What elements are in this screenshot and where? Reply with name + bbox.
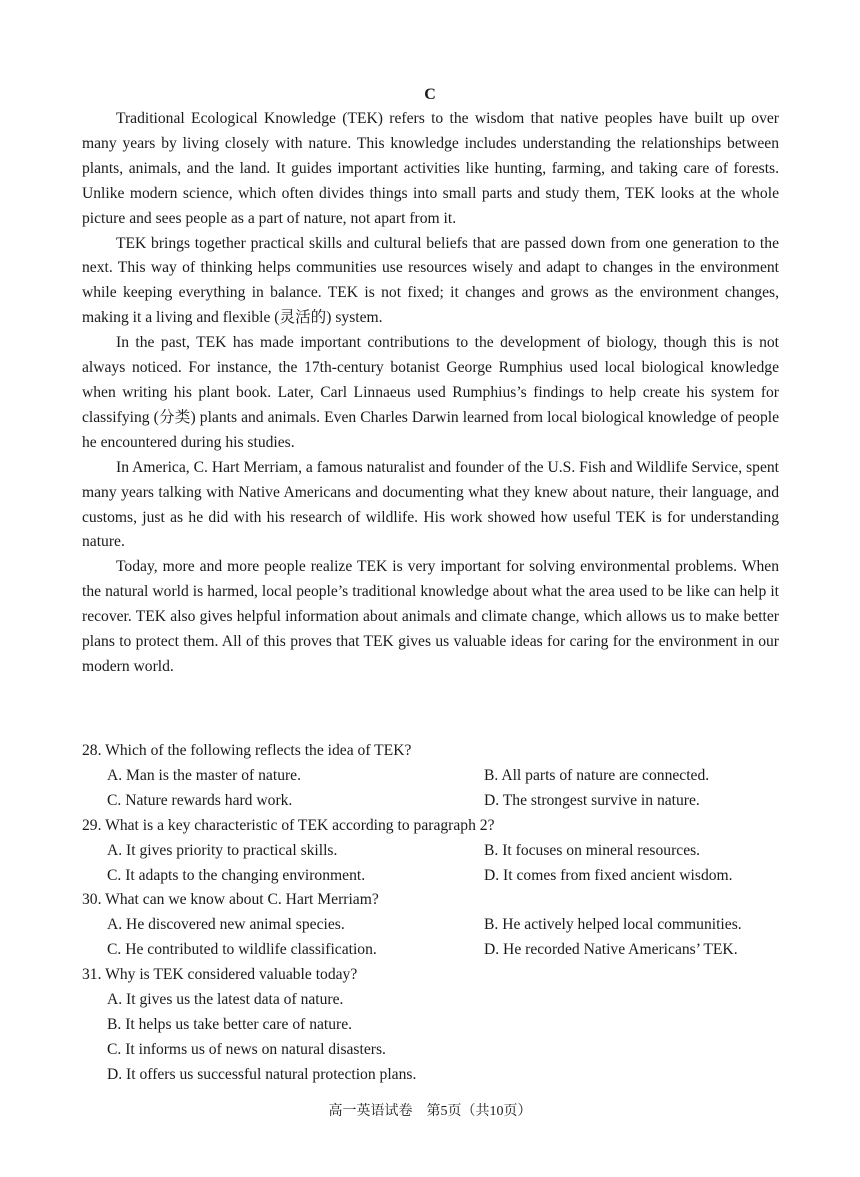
- option-a: A. Man is the master of nature.: [107, 766, 302, 784]
- option-b: B. He actively helped local communities.: [484, 916, 742, 934]
- option-c: C. Nature rewards hard work.: [107, 791, 293, 809]
- option-b: B. It helps us take better care of nature.: [107, 1015, 353, 1033]
- option-grid: [82, 913, 779, 963]
- question-29: [82, 814, 779, 889]
- option-d: D. It offers us successful natural protection plans.: [107, 1065, 417, 1083]
- question-31: [82, 963, 779, 1088]
- option-d: D. The strongest survive in nature.: [484, 791, 700, 809]
- option-c: C. It informs us of news on natural disasters.: [107, 1040, 386, 1058]
- question-list: [82, 739, 779, 1088]
- passage-paragraph: Today, more and more people realize TEK is very important for solving environmental problems. When the natural world is harmed, local people’s traditional knowledge about what the area used to be like can help it recover. TEK also gives helpful information about animals and climate change, which allows us to make better plans to protect them. All of this proves that TEK gives us valuable ideas for caring for the environment in our modern world.: [82, 558, 779, 675]
- option-d: D. He recorded Native Americans’ TEK.: [484, 941, 738, 959]
- option-grid: [82, 764, 779, 814]
- option-c: C. He contributed to wildlife classification.: [107, 941, 377, 959]
- option-c: C. It adapts to the changing environment.: [107, 866, 366, 884]
- question-stem: 31. Why is TEK considered valuable today?: [82, 966, 358, 984]
- option-a: A. It gives us the latest data of nature.: [107, 991, 344, 1009]
- page-footer: 高一英语试卷 第5页（共10页）: [328, 1104, 532, 1119]
- option-a: A. It gives priority to practical skills.: [107, 841, 338, 859]
- passage-paragraph: Traditional Ecological Knowledge (TEK) refers to the wisdom that native peoples have built up over many years by living closely with nature. This knowledge includes understanding the relationships between plants, animals, and the land. It guides important activities like hunting, farming, and taking care of forests. Unlike modern science, which often divides things into small parts and study them, TEK looks at the whole picture and sees people as a part of nature, not apart from it.: [82, 110, 779, 227]
- option-d: D. It comes from fixed ancient wisdom.: [484, 866, 733, 884]
- question-stem: 30. What can we know about C. Hart Merriam?: [82, 891, 379, 909]
- option-b: B. It focuses on mineral resources.: [484, 841, 701, 859]
- option-a: A. He discovered new animal species.: [107, 916, 345, 934]
- question-stem: 28. Which of the following reflects the idea of TEK?: [82, 742, 412, 759]
- question-stem: 29. What is a key characteristic of TEK according to paragraph 2?: [82, 816, 495, 834]
- passage-paragraph: TEK brings together practical skills and cultural beliefs that are passed down from one generation to the next. This way of thinking helps communities use resources wisely and adapt to changes in the environment while keeping everything in balance. TEK is not fixed; it changes and grows as the environment changes, making it a living and flexible (灵活的) system.: [82, 234, 779, 327]
- reading-passage: [82, 107, 779, 680]
- section-title: C: [424, 86, 436, 103]
- option-grid: [82, 839, 779, 889]
- question-28: [82, 739, 779, 814]
- option-b: B. All parts of nature are connected.: [484, 766, 710, 784]
- option-list: [82, 988, 779, 1088]
- question-30: [82, 888, 779, 963]
- passage-paragraph: In America, C. Hart Merriam, a famous naturalist and founder of the U.S. Fish and Wildlife Service, spent many years talking with Native Americans and documenting what they knew about nature, their language, and customs, just as he did with his research of wildlife. His work showed how useful TEK is for understanding nature.: [82, 458, 779, 551]
- passage-paragraph: In the past, TEK has made important contributions to the development of biology, though this is not always noticed. For instance, the 17th-century botanist George Rumphius used local biological knowledge when writing his plant book. Later, Carl Linnaeus used Rumphius’s findings to help create his system for classifying (分类) plants and animals. Even Charles Darwin learned from local biological knowledge of people he encountered during his studies.: [82, 334, 779, 451]
